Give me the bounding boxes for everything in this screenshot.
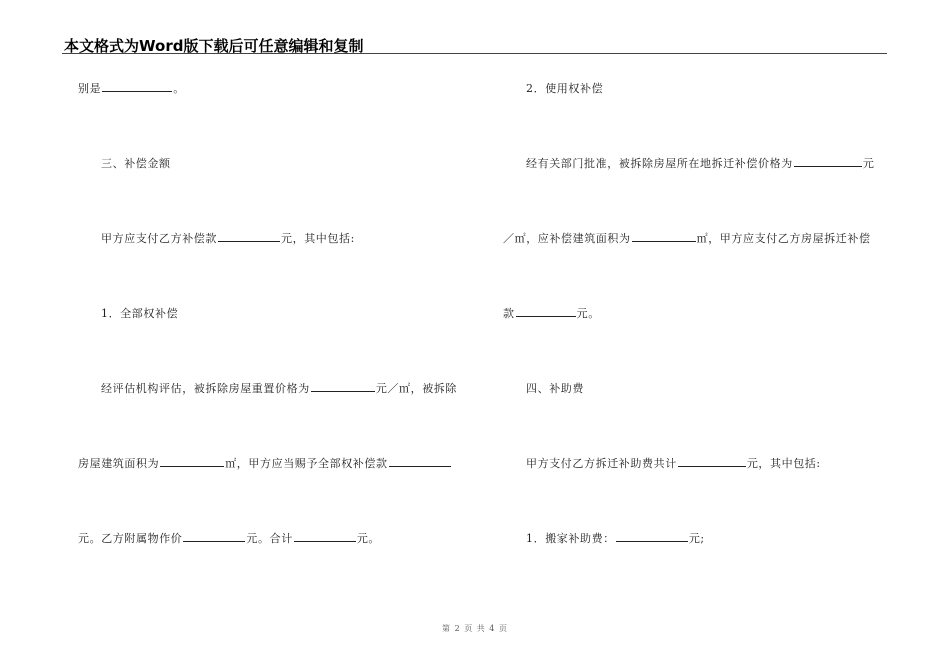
- document-header-title: 本文格式为Word版下载后可任意编辑和复制: [64, 37, 364, 55]
- fill-in-blank: [632, 230, 696, 242]
- text-segment: 元／㎡，被拆除: [375, 382, 458, 395]
- text-segment: 三、补偿金额: [101, 157, 171, 170]
- section-heading-compensation-amount: [101, 155, 171, 171]
- left-line-3: [101, 230, 355, 246]
- right-line-7: [526, 530, 705, 546]
- right-line-2: [526, 155, 874, 171]
- text-segment: 别是: [78, 82, 102, 95]
- fill-in-blank: [102, 80, 172, 92]
- text-segment: 1．全部权补偿: [101, 307, 179, 320]
- fill-in-blank: [183, 530, 245, 542]
- text-segment: 元，其中包括:: [281, 232, 355, 245]
- text-segment: 元。合计: [246, 532, 293, 545]
- fill-in-blank: [616, 530, 688, 542]
- text-segment: 元。: [576, 307, 600, 320]
- fill-in-blank: [389, 455, 451, 467]
- text-segment: ㎡，甲方应支付乙方房屋拆迁补偿: [696, 232, 871, 245]
- text-segment: ／㎡，应补偿建筑面积为: [503, 232, 631, 245]
- text-segment: 。: [173, 82, 185, 95]
- fill-in-blank: [678, 455, 746, 467]
- text-segment: 元: [862, 157, 875, 170]
- left-line-6: [78, 455, 452, 471]
- header-divider: [62, 53, 887, 54]
- text-segment: 1．搬家补助费：: [526, 532, 615, 545]
- fill-in-blank: [311, 380, 375, 392]
- text-segment: 四、补助费: [526, 382, 584, 395]
- fill-in-blank: [160, 455, 224, 467]
- text-segment: 元，其中包括:: [746, 457, 821, 470]
- text-segment: 甲方应支付乙方补偿款: [101, 232, 217, 245]
- text-segment: 元。: [356, 532, 381, 545]
- left-line-5: [101, 380, 457, 396]
- left-line-1: [78, 80, 185, 96]
- fill-in-blank: [794, 155, 862, 167]
- text-segment: 2．使用权补偿: [526, 82, 604, 95]
- text-segment: 经有关部门批准，被拆除房屋所在地拆迁补偿价格为: [526, 157, 793, 170]
- subsection-ownership-compensation: [101, 305, 178, 321]
- right-line-3: [503, 230, 871, 246]
- fill-in-blank: [516, 305, 576, 317]
- text-segment: ㎡，甲方应当赐予全部权补偿款: [225, 457, 388, 470]
- page-number-footer: 第 2 页 共 4 页: [442, 624, 508, 633]
- right-line-4: [503, 305, 600, 321]
- fill-in-blank: [218, 230, 280, 242]
- text-segment: 款: [503, 307, 515, 320]
- subsection-use-right-compensation: [526, 80, 603, 96]
- section-heading-subsidy: [526, 380, 584, 396]
- text-segment: 元。乙方附属物作价: [78, 532, 183, 545]
- text-segment: 甲方支付乙方拆迁补助费共计: [526, 457, 677, 470]
- text-segment: 元;: [688, 532, 705, 545]
- text-segment: 房屋建筑面积为: [78, 457, 160, 470]
- text-segment: 经评估机构评估，被拆除房屋重置价格为: [101, 382, 310, 395]
- fill-in-blank: [294, 530, 356, 542]
- right-line-6: [526, 455, 821, 471]
- left-line-7: [78, 530, 380, 546]
